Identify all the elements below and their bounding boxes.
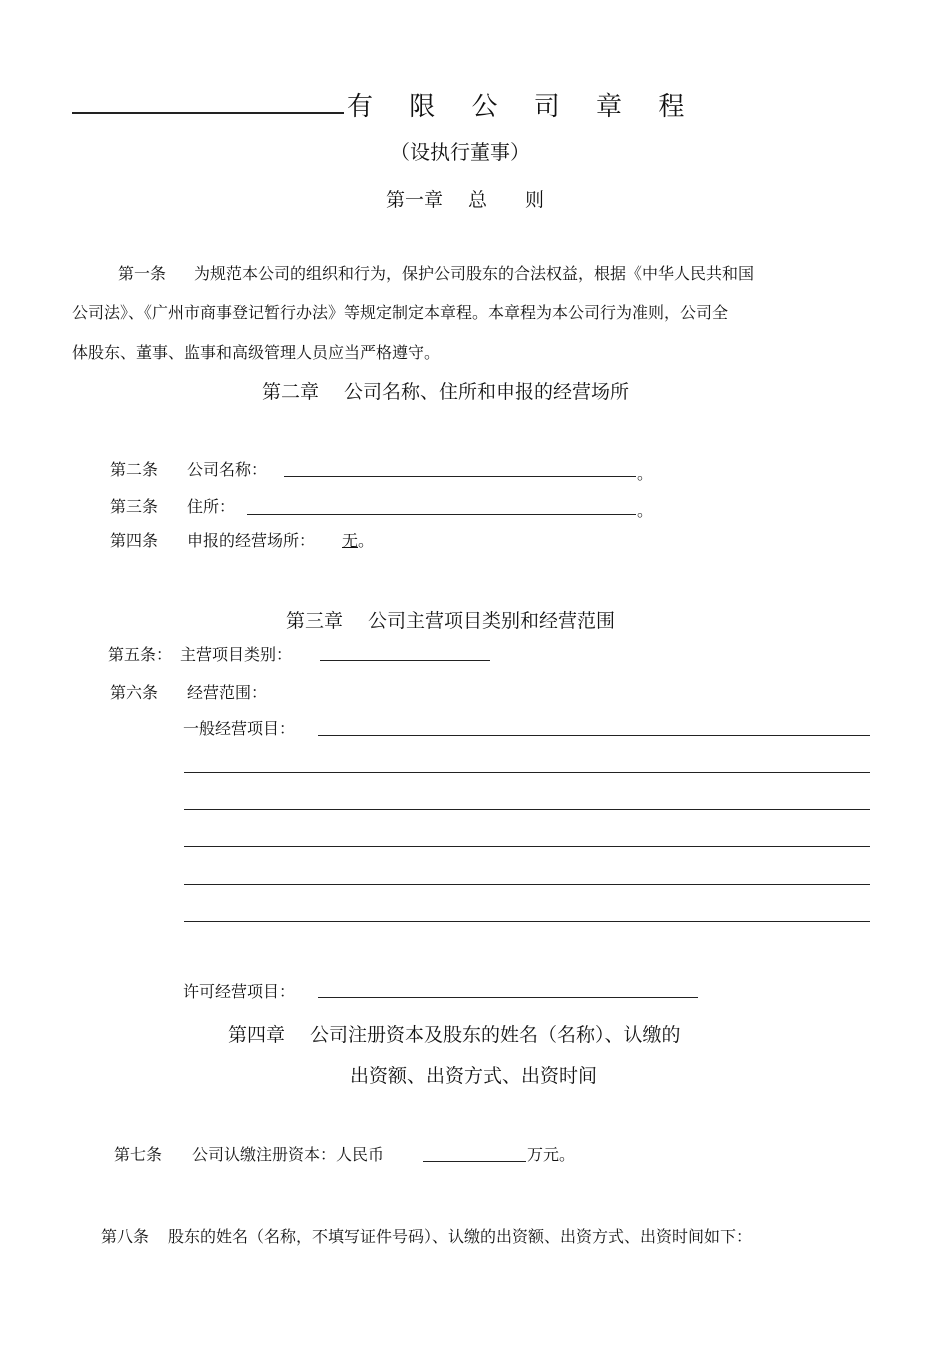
article-3-label: 第三条 [110, 497, 159, 516]
general-business-field[interactable] [318, 735, 870, 736]
chapter-4-heading-line-1: 第四章 公司注册资本及股东的姓名（名称）、认缴的 [228, 1024, 681, 1046]
company-name-blank[interactable] [72, 112, 344, 114]
article-6-text: 经营范围： [187, 683, 268, 702]
article-1-label: 第一条 [118, 264, 167, 283]
article-5-label: 第五条： [108, 645, 173, 664]
chapter-4-heading-line-2: 出资额、出资方式、出资时间 [350, 1065, 598, 1087]
general-business-line-3[interactable] [184, 809, 870, 810]
article-8-text: 股东的姓名（名称，不填写证件号码）、认缴的出资额、出资方式、出资时间如下： [168, 1227, 753, 1246]
chapter-2-heading: 第二章 公司名称、住所和申报的经营场所 [262, 381, 630, 403]
article-2-label: 第二条 [110, 460, 159, 479]
article-8-label: 第八条 [101, 1227, 150, 1246]
document-title: 有 限 公 司 章 程 [347, 92, 699, 122]
chapter-1-heading: 第一章 总 则 [386, 189, 545, 211]
address-field[interactable] [247, 514, 636, 515]
article-7-text: 公司认缴注册资本：人民币 [192, 1145, 385, 1164]
article-2-end: 。 [637, 464, 654, 483]
article-6-label: 第六条 [110, 683, 159, 702]
article-1-line-2: 公司法》、《广州市商事登记暂行办法》等规定制定本章程。本章程为本公司行为准则，公司全 [72, 303, 729, 322]
article-4-text: 申报的经营场所： [187, 531, 316, 550]
article-4-label: 第四条 [110, 531, 159, 550]
general-business-line-4[interactable] [184, 846, 870, 847]
general-business-line-2[interactable] [184, 772, 870, 773]
licensed-business-label: 许可经营项目： [183, 982, 296, 1001]
document-subtitle: （设执行董事） [390, 140, 530, 164]
general-business-line-6[interactable] [184, 921, 870, 922]
chapter-3-heading: 第三章 公司主营项目类别和经营范围 [286, 610, 616, 632]
general-business-label: 一般经营项目： [183, 719, 296, 738]
article-3-text: 住所： [187, 497, 236, 516]
article-3-end: 。 [637, 501, 654, 520]
article-7-label: 第七条 [114, 1145, 163, 1164]
article-4-end: 。 [358, 531, 375, 550]
main-category-field[interactable] [320, 660, 490, 661]
article-1-line-1: 为规范本公司的组织和行为，保护公司股东的合法权益，根据《中华人民共和国 [194, 264, 755, 283]
article-2-text: 公司名称： [187, 460, 268, 479]
article-5-text: 主营项目类别： [180, 645, 293, 664]
business-premises-value: 无 [342, 531, 359, 550]
company-name-field[interactable] [284, 476, 636, 477]
licensed-business-field[interactable] [318, 997, 698, 998]
article-1-line-3: 体股东、董事、监事和高级管理人员应当严格遵守。 [72, 343, 441, 362]
general-business-line-5[interactable] [184, 884, 870, 885]
article-7-unit: 万元。 [527, 1145, 576, 1164]
registered-capital-field[interactable] [423, 1161, 526, 1162]
